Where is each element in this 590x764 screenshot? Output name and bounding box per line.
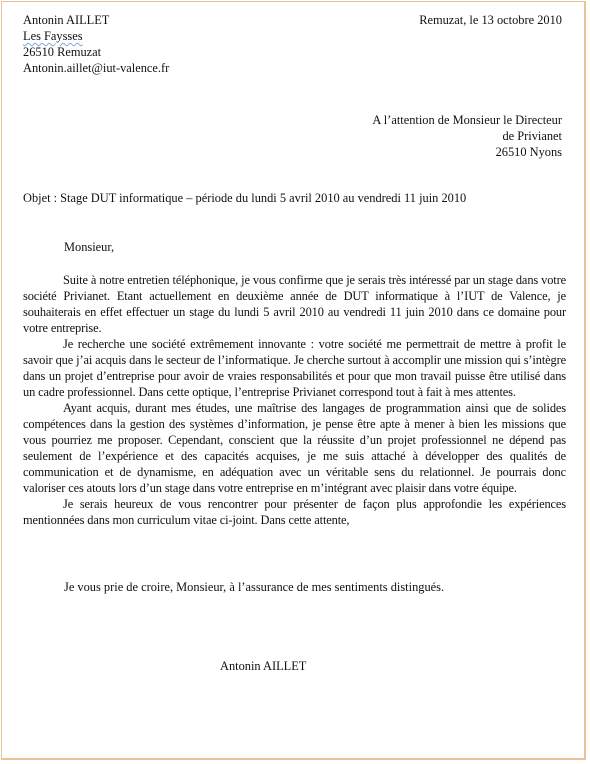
body-paragraph-3: Ayant acquis, durant mes études, une maîtrise des langages de programmation ainsi que de solides compétences dans la gestion des systèmes d’information, je pense être apte à mener à bien les missions que vous pourriez me proposer. Cependant, conscient que la réussite d’un projet professionnel ne dépend pas seulement de l’expérience et des capacités acquises, je me suis attaché à développer des qualités de communication et de dynamisme, en adéquation avec un véritable sens du relationnel. Je pourrais donc valoriser ces atouts lors d’un stage dans votre entreprise en m’intégrant avec plaisir dans votre équipe.: [23, 401, 566, 495]
recipient-line2: de Privianet: [502, 129, 562, 143]
sender-address-line1: Les Faysses: [23, 29, 83, 43]
sender-address-line2: 26510 Remuzat: [23, 45, 102, 59]
recipient-line3: 26510 Nyons: [495, 145, 562, 159]
salutation: Monsieur,: [64, 240, 115, 254]
sender-block: [23, 12, 169, 76]
recipient-line1: A l’attention de Monsieur le Directeur: [372, 113, 562, 127]
body-paragraph-4: Je serais heureux de vous rencontrer pour présenter de façon plus approfondie les expériences mentionnées dans mon curriculum vitae ci-joint. Dans cette attente,: [23, 497, 566, 527]
closing-line: Je vous prie de croire, Monsieur, à l’assurance de mes sentiments distingués.: [64, 580, 445, 594]
signature: Antonin AILLET: [220, 659, 307, 673]
body-paragraph-1: Suite à notre entretien téléphonique, je vous confirme que je serais très intéressé par un stage dans votre société Privianet. Etant actuellement en deuxième année de DUT informatique à l’IUT de Valence, je souhaiterais en effet effectuer un stage du lundi 5 avril 2010 au vendredi 11 juin 2010 dans ce domaine pour votre entreprise.: [23, 273, 566, 335]
date-line: Remuzat, le 13 octobre 2010: [419, 13, 562, 27]
letter-body: [23, 272, 566, 528]
recipient-block: [372, 112, 562, 160]
subject-line: Objet : Stage DUT informatique – période du lundi 5 avril 2010 au vendredi 11 juin 2010: [23, 191, 467, 205]
sender-email: Antonin.aillet@iut-valence.fr: [23, 61, 170, 75]
sender-name: Antonin AILLET: [23, 13, 110, 27]
body-paragraph-2: Je recherche une société extrêmement innovante : votre société me permettrait de mettre à profit le savoir que j’ai acquis dans le secteur de l’informatique. Je cherche surtout à accomplir une mission qui s’intègre dans un projet d’entreprise pour avoir de vraies responsabilités et pour que mon travail puisse être utilisé dans un cadre professionnel. Dans cette optique, l’entreprise Privianet correspond tout à fait à mes attentes.: [23, 337, 566, 399]
